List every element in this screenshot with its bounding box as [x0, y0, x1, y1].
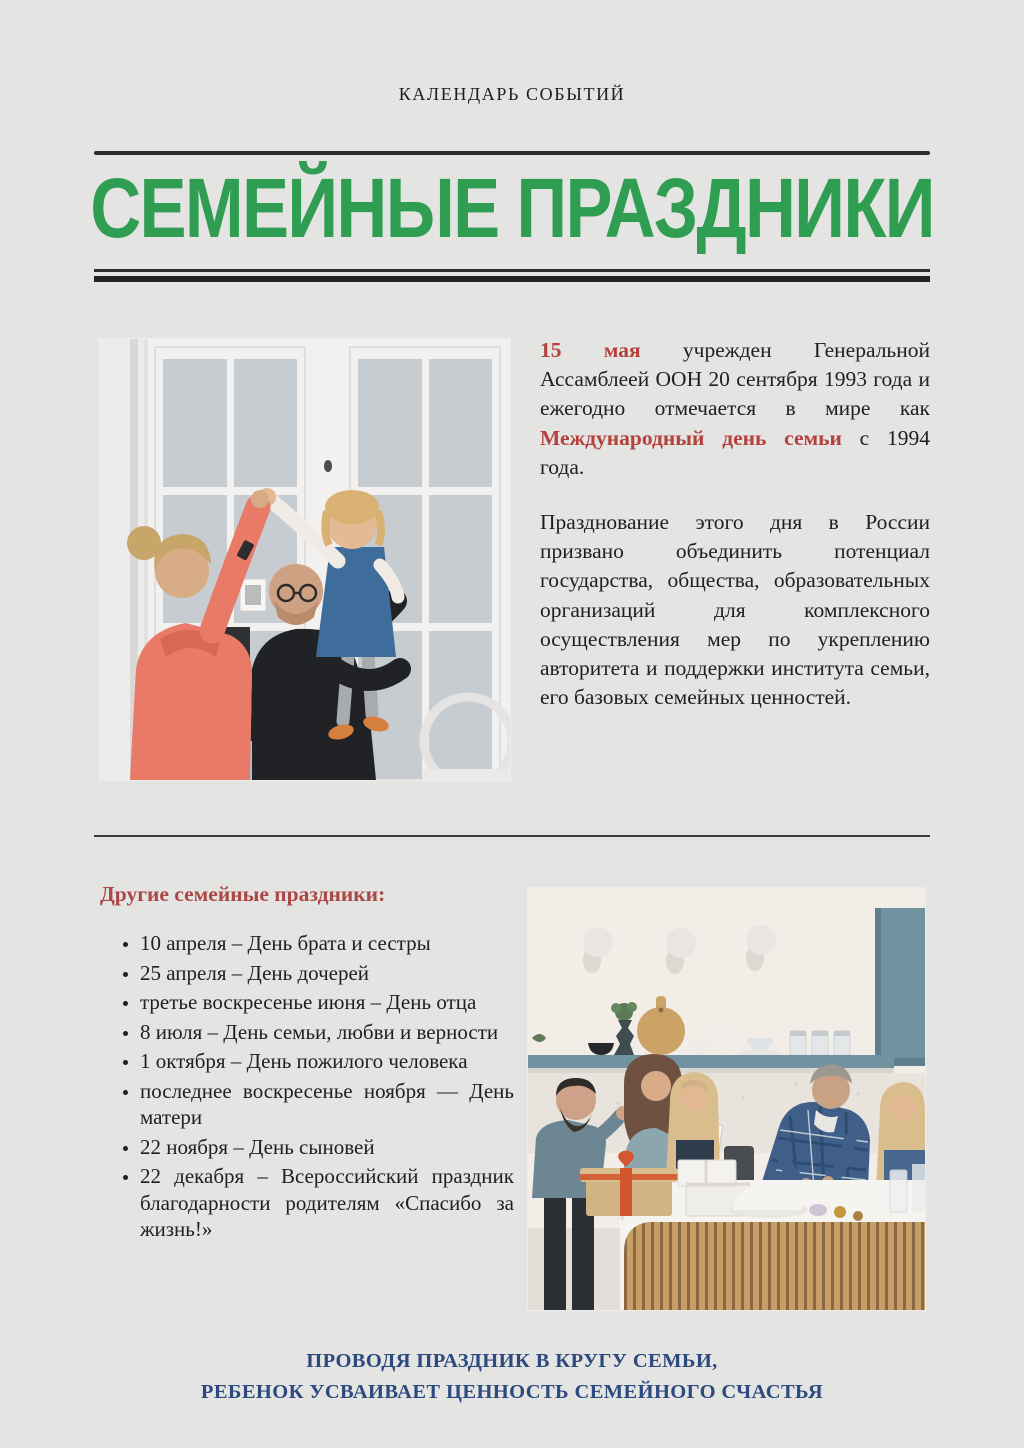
- list-item: • 8 июля – День семьи, любви и верности: [140, 1019, 514, 1046]
- list-item: • 10 апреля – День брата и сестры: [140, 930, 514, 957]
- list-item: • третье воскресенье июня – День отца: [140, 989, 514, 1016]
- family-dancing-illustration: [100, 339, 510, 780]
- list-item: • последнее воскресенье ноября — День матери: [140, 1078, 514, 1131]
- double-rule-thin: [94, 269, 930, 272]
- footer-line-2: РЕБЕНОК УСВАИВАЕТ ЦЕННОСТЬ СЕМЕЙНОГО СЧАСТЬЯ: [200, 1381, 824, 1403]
- list-item: • 22 декабря – Всероссийский праздник благодарности родителям «Спасибо за жизнь!»: [140, 1163, 514, 1243]
- kicker-label: КАЛЕНДАРЬ СОБЫТИЙ: [398, 84, 626, 104]
- hair-bun: [127, 526, 161, 560]
- upper-cabinet: [875, 908, 925, 1066]
- holiday-name-accent: Международный день семьи: [540, 425, 842, 450]
- footer-message: [0, 1346, 1024, 1408]
- list-item: • 22 ноября – День сыновей: [140, 1134, 514, 1161]
- list-item: • 1 октября – День пожилого человека: [140, 1048, 514, 1075]
- intro-column: [540, 336, 930, 712]
- other-holidays-list: [100, 930, 514, 1246]
- family-kitchen-photo: [528, 888, 925, 1310]
- family-dancing-photo: [100, 339, 510, 780]
- family-kitchen-illustration: [528, 888, 925, 1310]
- page-title: СЕМЕЙНЫЕ ПРАЗДНИКИ: [90, 161, 934, 255]
- top-rule: [94, 151, 930, 155]
- list-item: • 25 апреля – День дочерей: [140, 960, 514, 987]
- footer-line-1: ПРОВОДЯ ПРАЗДНИК В КРУГУ СЕМЬИ,: [306, 1350, 718, 1372]
- intro-text-b: с 1994 года.: [540, 425, 930, 479]
- double-rule-thick: [94, 276, 930, 282]
- double-rule: [94, 269, 930, 282]
- intro-text-a: учрежден Генеральной Ассамблеей ООН 20 сентября 1993 года и ежегодно отмечается в мире как: [540, 338, 930, 421]
- intro-paragraph-2: Празднование этого дня в России призвано объединить потенциал государства, общества, образовательных организаций для комплексного осуществления мер по укреплению авторитета и поддержки института семьи, его базовых семейных ценностей.: [540, 510, 930, 710]
- door-keyhole: [324, 460, 332, 472]
- other-holidays-heading: Другие семейные праздники:: [100, 882, 386, 906]
- date-accent: 15 мая: [540, 338, 641, 362]
- intro-paragraph-1: [540, 336, 930, 482]
- section-divider: [94, 835, 930, 837]
